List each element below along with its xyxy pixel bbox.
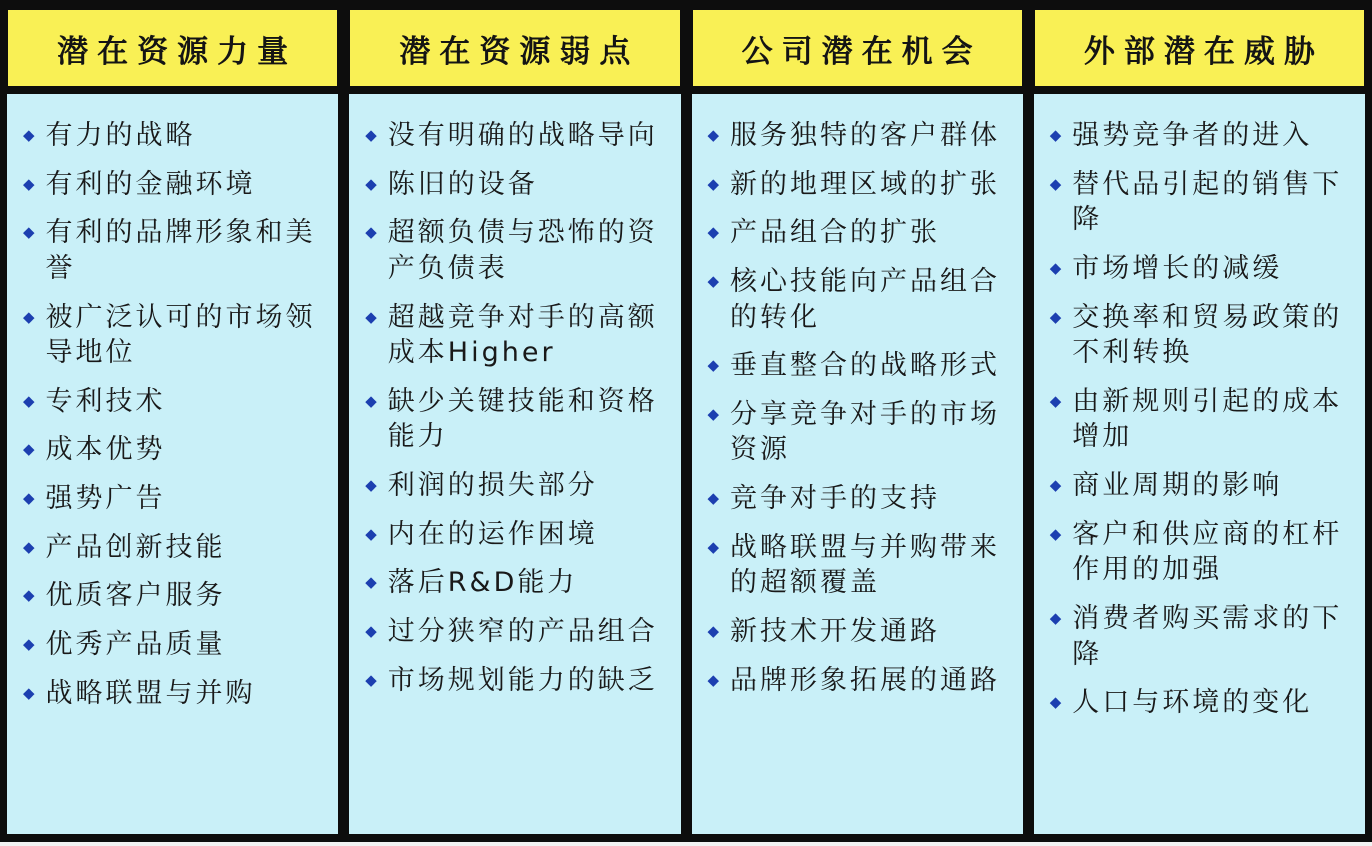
- list-item-text: 有利的品牌形象和美誉: [45, 217, 316, 284]
- list-item-text: 新的地理区域的扩张: [730, 168, 1001, 200]
- column-header-weaknesses: 潜在资源弱点: [349, 9, 680, 87]
- list-item-text: 市场规划能力的缺乏: [387, 664, 658, 696]
- bullet-diamond-icon: ◆: [23, 683, 35, 702]
- column-header-strengths: 潜在资源力量: [7, 9, 338, 87]
- list-item: [365, 215, 666, 286]
- list-item-text: 商业周期的影响: [1072, 470, 1283, 501]
- column-body: [692, 94, 1023, 834]
- bullet-diamond-icon: ◆: [1049, 258, 1062, 277]
- list-item-text: 陈旧的设备: [387, 168, 538, 200]
- bullet-diamond-icon: ◆: [23, 391, 35, 410]
- bullet-diamond-icon: ◆: [365, 621, 377, 640]
- bullet-diamond-icon: ◆: [23, 489, 35, 507]
- bullet-diamond-icon: ◆: [365, 307, 377, 326]
- list-item: [708, 118, 1009, 154]
- list-item-text: 消费者购买需求的下降: [1072, 602, 1343, 670]
- list-item-text: 优质客户服务: [45, 580, 226, 612]
- swot-column-weaknesses: [349, 9, 680, 834]
- list-item: [365, 300, 666, 371]
- bullet-diamond-icon: ◆: [1049, 174, 1062, 193]
- list-item: [23, 300, 324, 371]
- bottom-strip: [0, 842, 1372, 846]
- list-item: [1050, 517, 1351, 588]
- bullet-diamond-icon: ◆: [707, 126, 720, 144]
- list-item-text: 由新规则引起的成本增加: [1072, 385, 1343, 453]
- list-item: [708, 215, 1009, 251]
- bullet-diamond-icon: ◆: [1049, 307, 1062, 326]
- list-item-text: 过分狭窄的产品组合: [387, 615, 658, 647]
- list-item-text: 市场增长的减缓: [1072, 252, 1283, 284]
- bullet-diamond-icon: ◆: [365, 223, 377, 242]
- list-item: [365, 167, 666, 203]
- bullet-diamond-icon: ◆: [1049, 608, 1062, 627]
- list-item-text: 产品组合的扩张: [730, 217, 941, 249]
- bullet-diamond-icon: ◆: [23, 537, 35, 556]
- list-item: [23, 530, 324, 566]
- list-item: [708, 481, 1009, 517]
- list-item: [708, 397, 1009, 468]
- list-item: [365, 384, 666, 455]
- list-item-text: 竞争对手的支持: [730, 483, 941, 514]
- list-item: [708, 264, 1009, 335]
- list-item-text: 战略联盟与并购带来的超额覆盖: [730, 531, 1001, 599]
- list-item-text: 没有明确的战略导向: [387, 120, 658, 151]
- list-item: [1050, 468, 1351, 504]
- list-item-text: 超额负债与恐怖的资产负债表: [387, 217, 658, 284]
- swot-column-strengths: [7, 9, 338, 834]
- list-item: [23, 676, 324, 712]
- list-item: [365, 565, 666, 601]
- bullet-diamond-icon: ◆: [1049, 391, 1062, 410]
- list-item: [23, 481, 324, 517]
- list-item: [365, 118, 666, 154]
- column-body: [7, 94, 338, 834]
- list-item: [1050, 300, 1351, 371]
- list-item: [365, 468, 666, 504]
- bullet-diamond-icon: ◆: [23, 126, 35, 144]
- bullet-diamond-icon: ◆: [1049, 126, 1062, 144]
- list-item: [708, 614, 1009, 650]
- list-item: [23, 215, 324, 286]
- list-item-text: 核心技能向产品组合的转化: [730, 265, 1001, 333]
- list-item: [1050, 251, 1351, 287]
- list-item: [1050, 167, 1351, 238]
- bullet-diamond-icon: ◆: [707, 489, 720, 507]
- list-item-text: 服务独特的客户群体: [730, 120, 1001, 151]
- list-item-text: 有力的战略: [45, 120, 196, 151]
- bullet-diamond-icon: ◆: [365, 476, 377, 494]
- list-item: [23, 578, 324, 614]
- bullet-diamond-icon: ◆: [365, 174, 377, 193]
- bullet-diamond-icon: ◆: [23, 634, 35, 653]
- list-item: [23, 384, 324, 420]
- list-item: [708, 167, 1009, 203]
- bullet-diamond-icon: ◆: [23, 440, 35, 459]
- bullet-diamond-icon: ◆: [707, 670, 720, 689]
- bullet-diamond-icon: ◆: [707, 404, 720, 423]
- bullet-diamond-icon: ◆: [365, 126, 377, 144]
- bullet-diamond-icon: ◆: [707, 356, 720, 375]
- bullet-diamond-icon: ◆: [23, 586, 35, 605]
- list-item-text: 优秀产品质量: [45, 628, 226, 660]
- list-item: [1050, 118, 1351, 154]
- bullet-diamond-icon: ◆: [707, 537, 720, 556]
- list-item: [1050, 601, 1351, 672]
- list-item: [1050, 685, 1351, 721]
- column-header-threats: 外部潜在威胁: [1034, 9, 1365, 87]
- swot-column-threats: [1034, 9, 1365, 834]
- bullet-diamond-icon: ◆: [1049, 476, 1062, 494]
- swot-column-opportunities: [692, 9, 1023, 834]
- list-item: [23, 167, 324, 203]
- list-item-text: 新技术开发通路: [730, 615, 941, 647]
- column-body: [349, 94, 680, 834]
- list-item: [365, 663, 666, 699]
- list-item-text: 产品创新技能: [45, 531, 226, 563]
- list-item-text: 落后R&D能力: [387, 567, 578, 599]
- list-item-text: 交换率和贸易政策的不利转换: [1072, 301, 1343, 369]
- list-item: [708, 348, 1009, 384]
- bullet-diamond-icon: ◆: [1049, 524, 1062, 543]
- list-item: [23, 118, 324, 154]
- list-item-text: 客户和供应商的杠杆作用的加强: [1072, 518, 1343, 586]
- list-item-text: 成本优势: [45, 434, 166, 466]
- bullet-diamond-icon: ◆: [23, 307, 35, 326]
- column-header-opportunities: 公司潜在机会: [692, 9, 1023, 87]
- bullet-diamond-icon: ◆: [365, 573, 377, 592]
- list-item-text: 缺少关键技能和资格能力: [387, 385, 658, 453]
- bullet-diamond-icon: ◆: [365, 524, 377, 543]
- bullet-diamond-icon: ◆: [365, 391, 377, 410]
- list-item-text: 战略联盟与并购: [45, 677, 256, 709]
- list-item-text: 强势竞争者的进入: [1072, 120, 1313, 151]
- bullet-diamond-icon: ◆: [365, 670, 377, 689]
- list-item: [708, 663, 1009, 699]
- bullet-diamond-icon: ◆: [707, 174, 720, 193]
- list-item: [365, 614, 666, 650]
- list-item-text: 品牌形象拓展的通路: [730, 664, 1001, 696]
- list-item-text: 专利技术: [45, 385, 166, 417]
- list-item-text: 超越竞争对手的高额成本Higher: [387, 301, 658, 369]
- bullet-diamond-icon: ◆: [1049, 693, 1062, 712]
- list-item-text: 被广泛认可的市场领导地位: [45, 301, 316, 369]
- list-item: [23, 627, 324, 663]
- list-item-text: 有利的金融环境: [45, 168, 256, 200]
- list-item: [1050, 384, 1351, 455]
- list-item-text: 利润的损失部分: [387, 470, 598, 501]
- bullet-diamond-icon: ◆: [707, 271, 720, 290]
- bullet-diamond-icon: ◆: [23, 174, 35, 193]
- list-item-text: 垂直整合的战略形式: [730, 350, 1001, 382]
- list-item-text: 强势广告: [45, 483, 166, 514]
- list-item: [708, 530, 1009, 601]
- list-item-text: 分享竞争对手的市场资源: [730, 398, 1001, 466]
- list-item: [365, 517, 666, 553]
- bullet-diamond-icon: ◆: [23, 223, 35, 242]
- list-item-text: 替代品引起的销售下降: [1072, 168, 1343, 236]
- bullet-diamond-icon: ◆: [707, 223, 720, 242]
- list-item-text: 内在的运作困境: [387, 518, 598, 550]
- bullet-diamond-icon: ◆: [707, 621, 720, 640]
- column-body: [1034, 94, 1365, 834]
- list-item: [23, 432, 324, 468]
- list-item-text: 人口与环境的变化: [1072, 687, 1313, 719]
